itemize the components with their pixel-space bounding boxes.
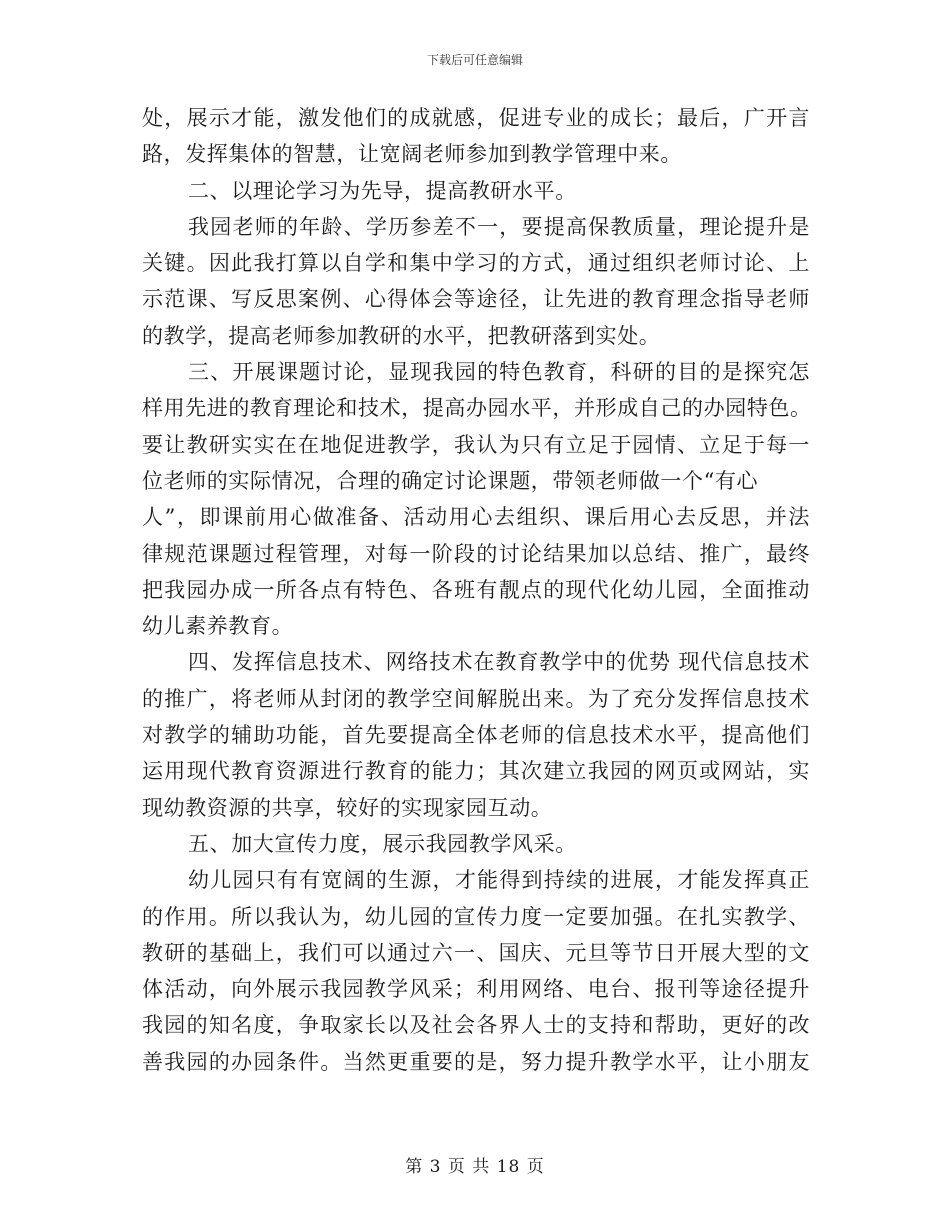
text-line: 幼儿园只有有宽阔的生源，才能得到持续的进展，才能发挥真正 (188, 868, 810, 893)
text-line: 律规范课题过程管理，对每一阶段的讨论结果加以总结、推广，最终 (142, 541, 810, 566)
text-line: 五、加大宣传力度，展示我园教学风采。 (188, 831, 577, 856)
text-line: 关键。因此我打算以自学和集中学习的方式，通过组织老师讨论、上 (142, 251, 810, 276)
text-line: 路，发挥集体的智慧，让宽阔老师参加到教学管理中来。 (142, 142, 682, 167)
text-line: 体活动，向外展示我园教学风采；利用网络、电台、报刊等途径提升 (142, 977, 810, 1002)
text-line: 要让教研实实在在地促进教学，我认为只有立足于园情、立足于每一 (142, 432, 810, 457)
text-line: 教研的基础上，我们可以通过六一、国庆、元旦等节日开展大型的文 (142, 940, 810, 965)
text-line: 善我园的办园条件。当然更重要的是，努力提升教学水平，让小朋友 (142, 1049, 810, 1074)
text-line: 把我园办成一所各点有特色、各班有靓点的现代化幼儿园，全面推动 (142, 577, 810, 602)
text-line: 示范课、写反思案例、心得体会等途径，让先进的教育理念指导老师 (142, 287, 810, 312)
text-line: 运用现代教育资源进行教育的能力；其次建立我园的网页或网站，实 (142, 759, 810, 784)
document-body (142, 100, 810, 1080)
text-line: 人”，即课前用心做准备、活动用心去组织、课后用心去反思，并法 (142, 505, 810, 530)
text-line: 我园老师的年龄、学历参差不一，要提高保教质量，理论提升是 (188, 214, 810, 239)
text-line: 四、发挥信息技术、网络技术在教育教学中的优势 现代信息技术 (188, 650, 810, 675)
page-header-note: 下载后可任意编辑 (426, 53, 523, 67)
text-line: 的作用。所以我认为，幼儿园的宣传力度一定要加强。在扎实教学、 (142, 904, 810, 929)
text-line: 对教学的辅助功能，首先要提高全体老师的信息技术水平，提高他们 (142, 723, 810, 748)
page-number: 第 3 页 共 18 页 (405, 1157, 545, 1177)
text-line: 现幼教资源的共享，较好的实现家园互动。 (142, 795, 553, 820)
text-line: 二、以理论学习为先导，提高教研水平。 (188, 178, 577, 203)
text-line: 我园的知名度，争取家长以及社会各界人士的支持和帮助，更好的改 (142, 1013, 810, 1038)
text-line: 的推广，将老师从封闭的教学空间解脱出来。为了充分发挥信息技术 (142, 686, 810, 711)
text-line: 的教学，提高老师参加教研的水平，把教研落到实处。 (142, 323, 661, 348)
text-line: 处，展示才能，激发他们的成就感，促进专业的成长；最后，广开言 (142, 106, 810, 130)
text-line: 位老师的实际情况，合理的确定讨论课题，带领老师做一个“有心 (142, 468, 759, 493)
text-line: 幼儿素养教育。 (142, 614, 294, 639)
text-line: 样用先进的教育理论和技术，提高办园水平，并形成自己的办园特色。 (142, 396, 812, 421)
text-line: 三、开展课题讨论，显现我园的特色教育，科研的目的是探究怎 (188, 360, 810, 385)
